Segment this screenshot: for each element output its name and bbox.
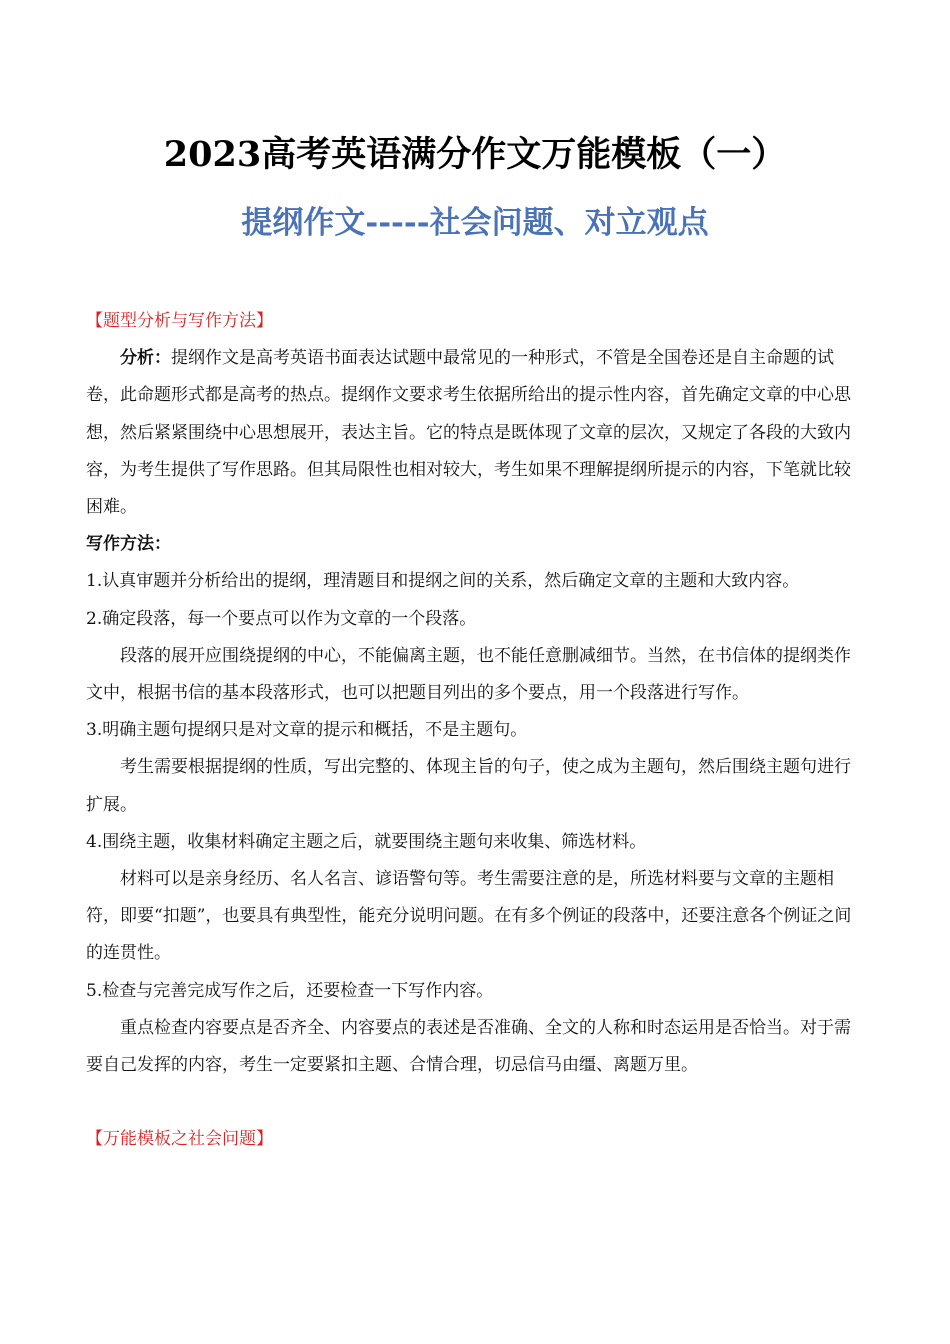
document-title: 2023高考英语满分作文万能模板（一） xyxy=(163,134,787,175)
analysis-paragraph xyxy=(86,340,866,526)
method-point-1: 1.认真审题并分析给出的提纲，理清题目和提纲之间的关系，然后确定文章的主题和大致内容。 xyxy=(86,571,800,592)
method-point-4: 4.围绕主题，收集材料确定主题之后，就要围绕主题句来收集、筛选材料。 xyxy=(86,831,647,852)
section-spacer xyxy=(86,1084,866,1121)
analysis-label: 分析： xyxy=(120,348,171,369)
document-subtitle: 提纲作文-----社会问题、对立观点 xyxy=(241,205,709,241)
method-detail-3: 考生需要根据提纲的性质，写出完整的、体现主旨的句子，使之成为主题句，然后围绕主题句进行扩展。 xyxy=(86,757,851,815)
document-body xyxy=(86,303,866,1158)
method-point-2: 2.确定段落，每一个要点可以作为文章的一个段落。 xyxy=(86,608,477,629)
section-heading-analysis: 【题型分析与写作方法】 xyxy=(86,311,273,331)
method-point-5: 5.检查与完善完成写作之后，还要检查一下写作内容。 xyxy=(86,980,494,1001)
section-heading-social-issues: 【万能模板之社会问题】 xyxy=(86,1129,273,1150)
method-detail-2: 段落的展开应围绕提纲的中心，不能偏离主题，也不能任意删减细节。当然，在书信体的提纲类作文中，根据书信的基本段落形式，也可以把题目列出的多个要点，用一个段落进行写作。 xyxy=(86,645,851,704)
analysis-text: 提纲作文是高考英语书面表达试题中最常见的一种形式，不管是全国卷还是自主命题的试卷，此命题形式都是高考的热点。提纲作文要求考生依据所给出的提示性内容，首先确定文章的中心思想，然后紧紧围绕中心思想展开，表达主旨。它的特点是既体现了文章的层次，又规定了各段的大致内容，为考生提供了写作思路。但其局限性也相对较大，考生如果不理解提纲所提示的内容，下笔就比较困难。 xyxy=(86,348,851,518)
method-detail-5: 重点检查内容要点是否齐全、内容要点的表述是否准确、全文的人称和时态运用是否恰当。对于需要自己发挥的内容，考生一定要紧扣主题、合情合理，切忌信马由缰、离题万里。 xyxy=(86,1017,851,1076)
method-detail-4: 材料可以是亲身经历、名人名言、谚语警句等。考生需要注意的是，所选材料要与文章的主题相符，即要“扣题”，也要具有典型性，能充分说明问题。在有多个例证的段落中，还要注意各个例证之间的连贯性。 xyxy=(86,869,852,964)
method-point-3: 3.明确主题句提纲只是对文章的提示和概括，不是主题句。 xyxy=(86,720,528,741)
methods-label: 写作方法： xyxy=(86,534,171,555)
